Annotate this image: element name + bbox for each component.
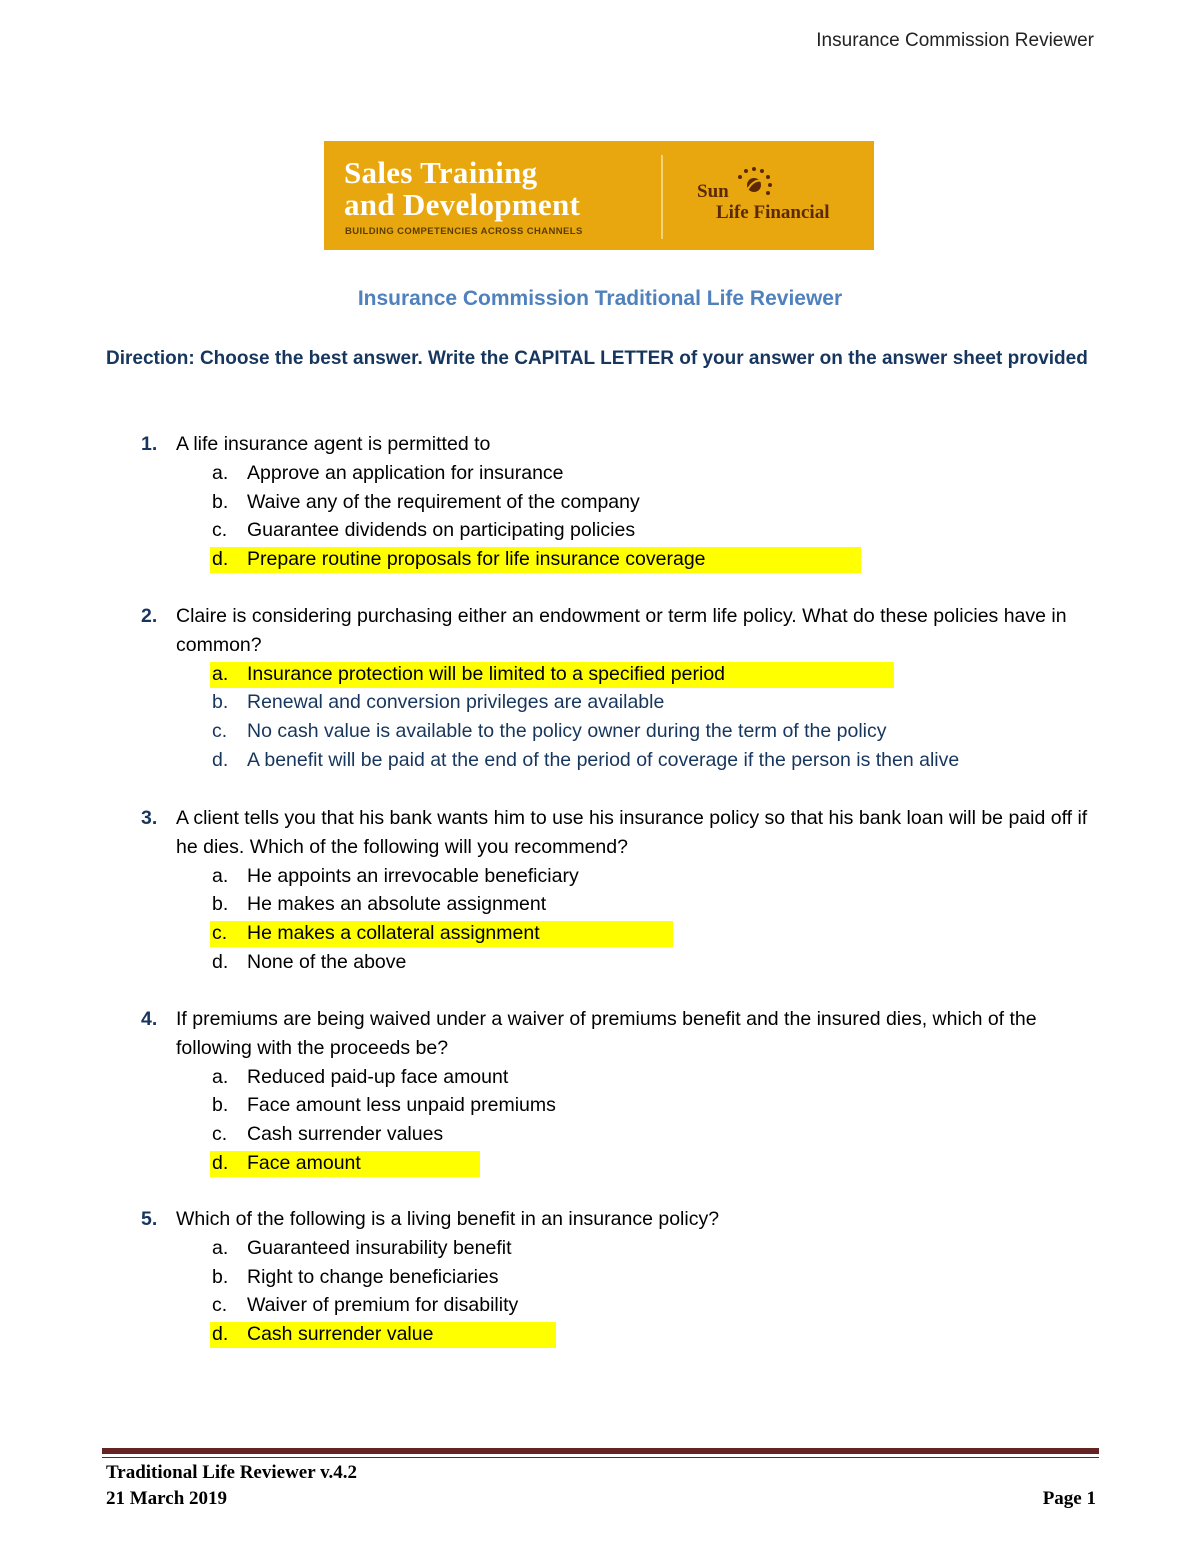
option-c: c. Cash surrender values: [212, 1123, 444, 1146]
option-b: b. Waive any of the requirement of the company: [212, 490, 640, 513]
option-d-correct-answer: d. Face amount: [106, 1149, 1106, 1178]
document-title: Insurance Commission Traditional Life Reviewer: [357, 287, 843, 310]
direction-text: Direction: Choose the best answer. Write the CAPITAL LETTER of your answer on the answer sheet provided: [106, 348, 1088, 369]
option-d: d. A benefit will be paid at the end of the period of coverage if the person is then alive: [212, 748, 960, 771]
running-header: Insurance Commission Reviewer: [816, 30, 1094, 51]
option-a: a. He appoints an irrevocable beneficiary: [212, 864, 579, 887]
banner-tagline: BUILDING COMPETENCIES ACROSS CHANNELS: [345, 226, 583, 237]
footer-date: 21 March 2019: [106, 1488, 228, 1509]
footer-version: Traditional Life Reviewer v.4.2: [106, 1462, 358, 1483]
option-d: d. None of the above: [212, 950, 407, 973]
question-4: [106, 1005, 1106, 1178]
option-a: a. Guaranteed insurability benefit: [212, 1236, 512, 1259]
question-number: 4.: [141, 1008, 158, 1030]
option-b: b. He makes an absolute assignment: [212, 893, 547, 916]
option-c-correct-answer: c. He makes a collateral assignment: [106, 919, 1106, 948]
footer-rule-thin: [102, 1457, 1099, 1458]
option-b: b. Face amount less unpaid premiums: [212, 1094, 556, 1117]
banner-line-1: Sales Training: [344, 155, 538, 190]
option-c: c. Waiver of premium for disability: [212, 1294, 519, 1317]
question-1: [106, 430, 1106, 574]
option-b: b. Right to change beneficiaries: [212, 1265, 499, 1288]
question-text: Which of the following is a living benefit in an insurance policy?: [176, 1208, 720, 1230]
question-number: 5.: [141, 1208, 158, 1230]
question-text: Claire is considering purchasing either an endowment or term life policy. What do these policies have in common?: [176, 605, 1067, 656]
brand-life-financial: Life Financial: [716, 202, 830, 223]
option-b: b. Renewal and conversion privileges are available: [212, 691, 665, 714]
option-d-correct-answer: d. Prepare routine proposals for life insurance coverage: [106, 545, 1106, 574]
question-text: A life insurance agent is permitted to: [176, 433, 491, 455]
question-text: A client tells you that his bank wants him to use his insurance policy so that his bank loan will be paid off if he dies. Which of the following will you recommend?: [176, 807, 1088, 858]
option-d-correct-answer: d. Cash surrender value: [106, 1320, 1106, 1349]
question-5: [106, 1205, 1106, 1349]
question-text: If premiums are being waived under a waiver of premiums benefit and the insured dies, which of the following with the proceeds be?: [176, 1008, 1037, 1059]
question-number: 2.: [141, 605, 158, 627]
sun-logo-icon: [734, 163, 774, 203]
footer-rule: [102, 1448, 1099, 1454]
brand-sun: Sun: [697, 181, 729, 202]
option-a: a. Approve an application for insurance: [212, 461, 564, 484]
option-a: a. Reduced paid-up face amount: [212, 1065, 509, 1088]
question-2: [106, 602, 1106, 775]
question-3: [106, 804, 1106, 977]
question-number: 1.: [141, 433, 158, 455]
option-c: c. No cash value is available to the policy owner during the term of the policy: [212, 720, 887, 743]
question-number: 3.: [141, 807, 158, 829]
option-a-correct-answer: a. Insurance protection will be limited to a specified period: [106, 660, 1106, 689]
banner-line-2: and Development: [344, 187, 581, 222]
banner-divider: [661, 155, 663, 239]
footer-page-number: Page 1: [1042, 1488, 1096, 1509]
sales-training-banner: [324, 141, 874, 250]
option-c: c. Guarantee dividends on participating policies: [212, 519, 636, 542]
